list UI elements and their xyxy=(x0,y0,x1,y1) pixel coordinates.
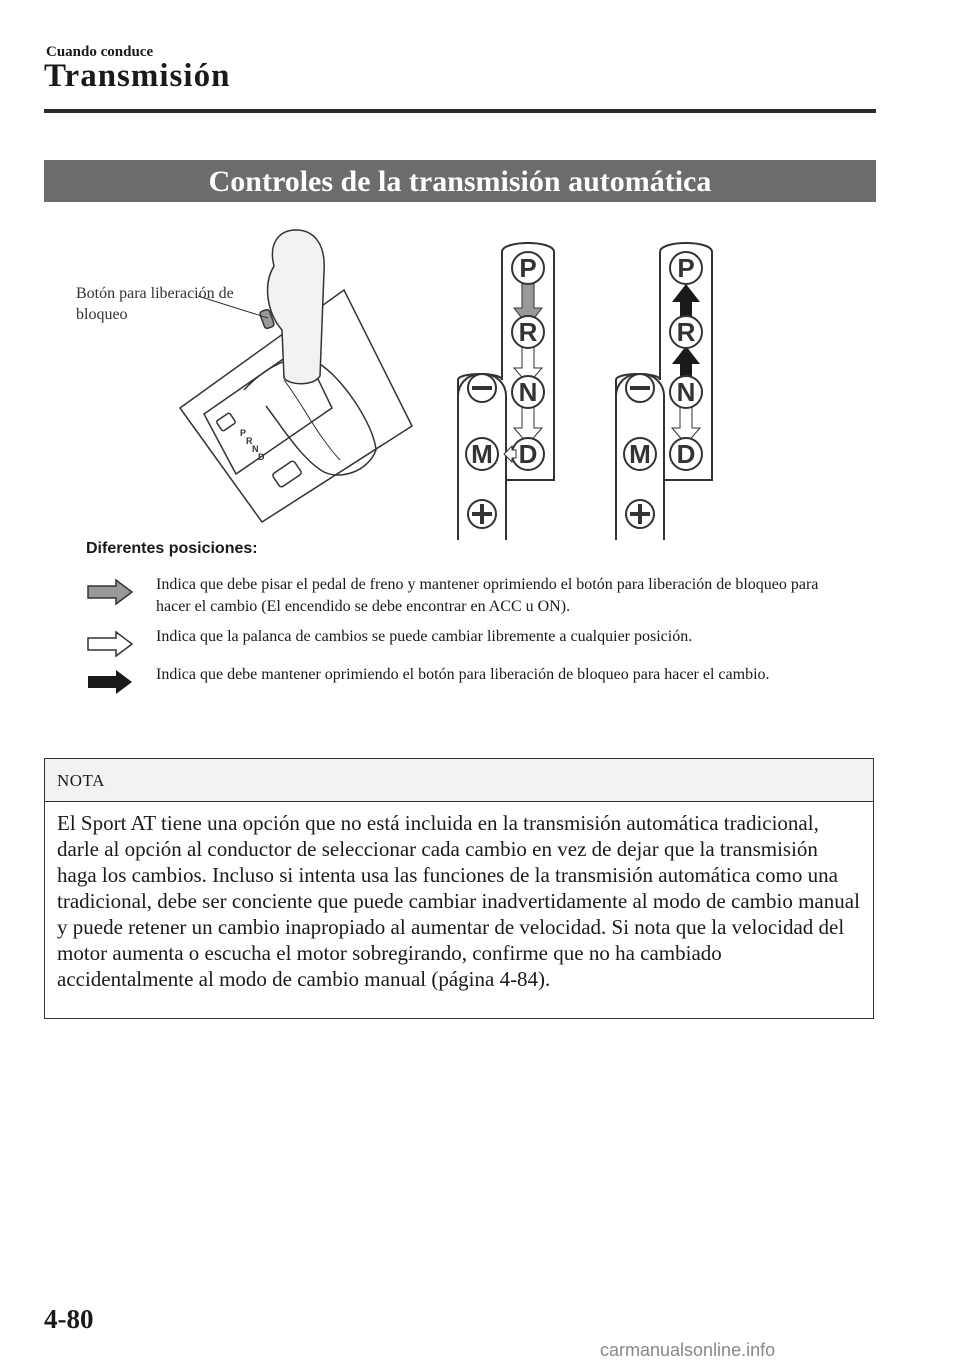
svg-text:P: P xyxy=(519,253,537,283)
note-box xyxy=(44,758,874,1019)
note-title: NOTA xyxy=(45,759,873,802)
svg-text:R: R xyxy=(676,317,696,347)
svg-text:D: D xyxy=(676,439,696,469)
console-letters xyxy=(240,428,265,462)
svg-text:D: D xyxy=(258,452,265,462)
shift-illustration xyxy=(44,210,876,540)
svg-text:R: R xyxy=(518,317,538,347)
legend-text: Indica que debe mantener oprimiendo el botón para liberación de bloqueo para hacer el cambio. xyxy=(156,666,770,683)
header-rule xyxy=(44,109,876,113)
legend-text: Indica que debe pisar el pedal de freno y mantener oprimiendo el botón para liberación de bloqueo para hacer el cambio (El encendido se debe encontrar en ACC u ON). xyxy=(156,576,819,615)
chapter-label: Cuando conduce xyxy=(46,44,154,60)
note-body: El Sport AT tiene una opción que no está incluida en la transmisión automática tradicional, darle al opción al conductor de seleccionar cada cambio en vez de dejar que la transmisión haga los cambios. Incluso si intenta usa las funciones de la transmisión automática como una tradicional, debe ser conciente que puede cambiar inadvertidamente al modo de cambio manual y puede retener un cambio inapropiado al aumentar de velocidad. Si nota que la velocidad del motor aumenta o escucha el motor sobregirando, confirme que no ha cambiado accidentalmente al modo de cambio manual (página 4-84). xyxy=(57,811,860,991)
release-button-label: Botón para liberación de bloqueo xyxy=(76,285,234,323)
svg-text:P: P xyxy=(240,428,247,438)
shift-gate-diagram-1 xyxy=(458,243,554,540)
footer-watermark: carmanualsonline.info xyxy=(600,1340,776,1360)
section-title: Transmisión xyxy=(44,58,231,94)
svg-text:N: N xyxy=(252,444,259,454)
page-number: 4-80 xyxy=(44,1304,94,1334)
svg-text:P: P xyxy=(677,253,695,283)
svg-text:N: N xyxy=(518,377,538,407)
shift-lever-illustration xyxy=(180,230,412,522)
legend-title: Diferentes posiciones: xyxy=(86,540,258,557)
svg-text:R: R xyxy=(246,436,253,446)
svg-text:M: M xyxy=(471,439,493,469)
svg-text:N: N xyxy=(676,377,696,407)
gray-arrow-icon xyxy=(86,578,134,606)
outline-arrow-icon xyxy=(86,630,134,658)
legend-text: Indica que la palanca de cambios se puede cambiar libremente a cualquier posición. xyxy=(156,628,693,645)
svg-text:M: M xyxy=(629,439,651,469)
section-banner: Controles de la transmisión automática xyxy=(44,160,876,202)
black-arrow-icon xyxy=(86,668,134,696)
shift-gate-diagram-2 xyxy=(616,243,712,540)
svg-text:D: D xyxy=(518,439,538,469)
